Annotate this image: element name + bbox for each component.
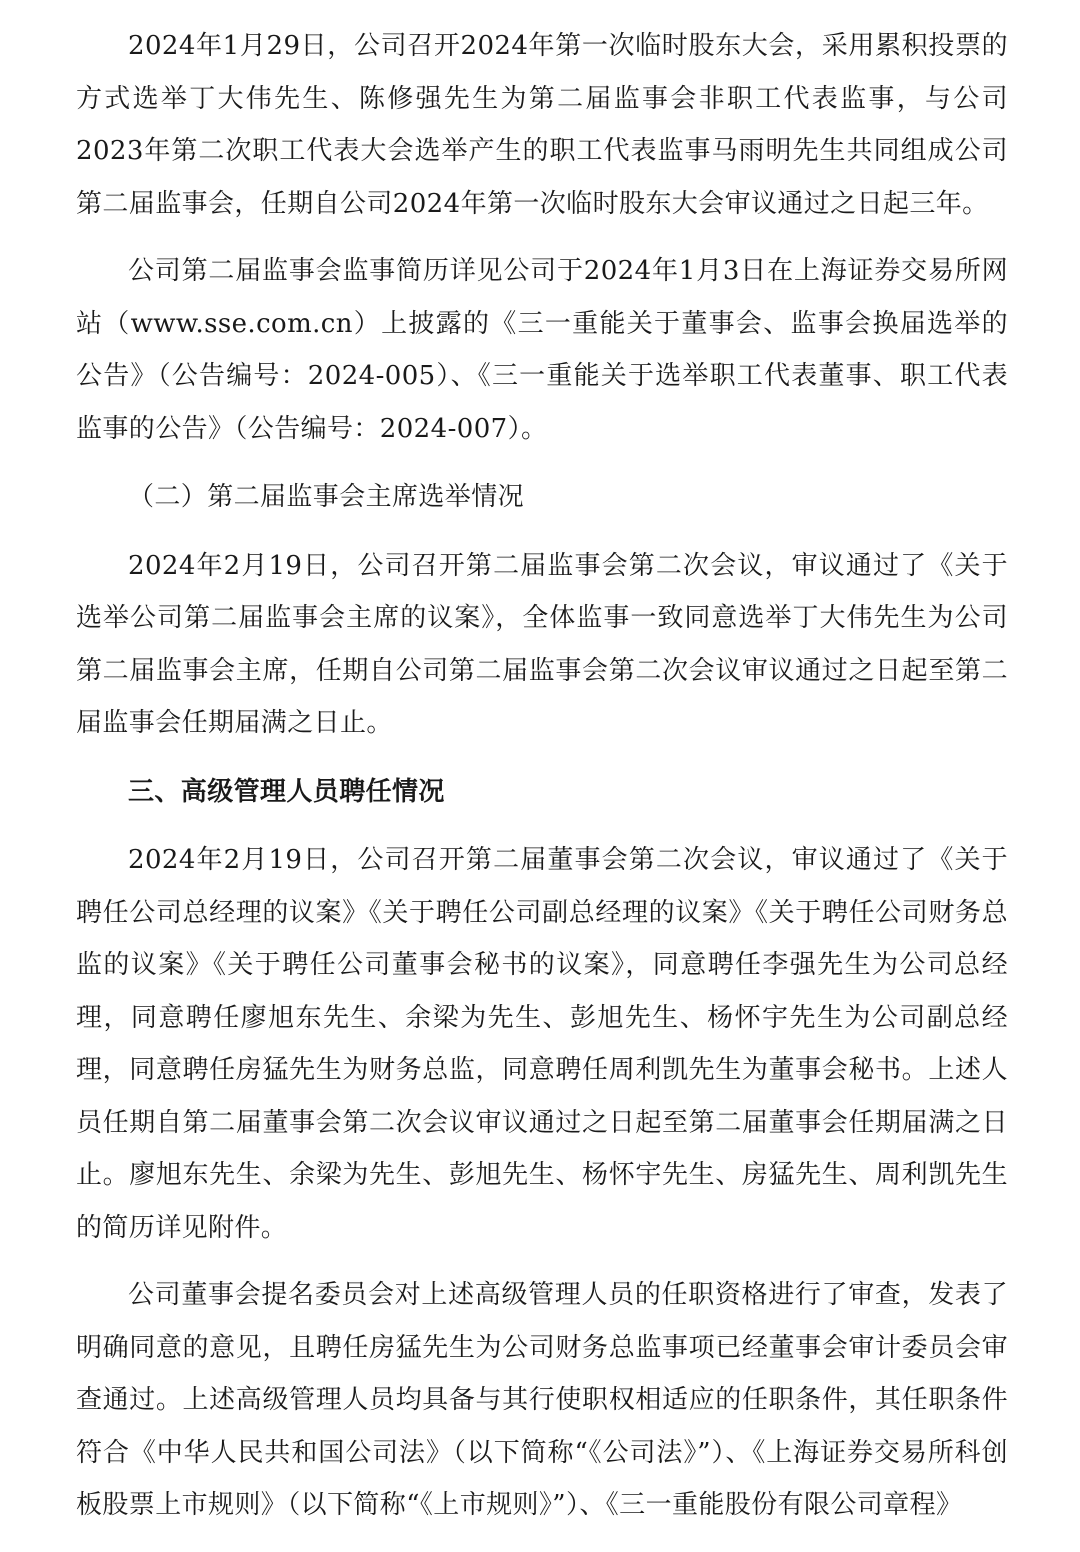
paragraph-shareholder-meeting: 2024年1月29日，公司召开2024年第一次临时股东大会，采用累积投票的方式选举丁大伟先生、陈修强先生为第二届监事会非职工代表监事，与公司2023年第二次职工代表大会选举产生的职工代表监事马雨明先生共同组成公司第二届监事会，任期自公司2024年第一次临时股东大会审议通过之日起三年。 bbox=[76, 31, 1008, 219]
paragraph-nomination-committee-review: 公司董事会提名委员会对上述高级管理人员的任职资格进行了审查，发表了明确同意的意见，且聘任房猛先生为公司财务总监事项已经董事会审计委员会审查通过。上述高级管理人员均具备与其行使职权相适应的任职条件，其任职条件符合《中华人民共和国公司法》（以下简称“《公司法》”）、《上海证券交易所科创板股票上市规则》（以下简称“《上市规则》”）、《三一重能股份有限公司章程》 bbox=[76, 1280, 1008, 1520]
paragraph-senior-management-appointment: 2024年2月19日，公司召开第二届董事会第二次会议，审议通过了《关于聘任公司总经理的议案》《关于聘任公司副总经理的议案》《关于聘任公司财务总监的议案》《关于聘任公司董事会秘书的议案》，同意聘任李强先生为公司总经理，同意聘任廖旭东先生、余梁为先生、彭旭先生、杨怀宇先生为公司副总经理，同意聘任房猛先生为财务总监，同意聘任周利凯先生为董事会秘书。上述人员任期自第二届董事会第二次会议审议通过之日起至第二届董事会任期届满之日止。廖旭东先生、余梁为先生、彭旭先生、杨怀宇先生、房猛先生、周利凯先生的简历详见附件。 bbox=[76, 845, 1008, 1243]
document-page bbox=[76, 20, 1008, 1532]
sub-heading-chairman-election: （二）第二届监事会主席选举情况 bbox=[128, 482, 525, 512]
paragraph-chairman-election: 2024年2月19日，公司召开第二届监事会第二次会议，审议通过了《关于选举公司第二届监事会主席的议案》，全体监事一致同意选举丁大伟先生为公司第二届监事会主席，任期自公司第二届监事会第二次会议审议通过之日起至第二届监事会任期届满之日止。 bbox=[76, 550, 1008, 738]
paragraph-supervisor-resume: 公司第二届监事会监事简历详见公司于2024年1月3日在上海证券交易所网站（www.sse.com.cn）上披露的《三一重能关于董事会、监事会换届选举的公告》（公告编号：2024-005）、《三一重能关于选举职工代表董事、职工代表监事的公告》（公告编号：2024-007）。 bbox=[76, 256, 1008, 444]
section-heading-senior-management: 三、高级管理人员聘任情况 bbox=[128, 776, 445, 807]
